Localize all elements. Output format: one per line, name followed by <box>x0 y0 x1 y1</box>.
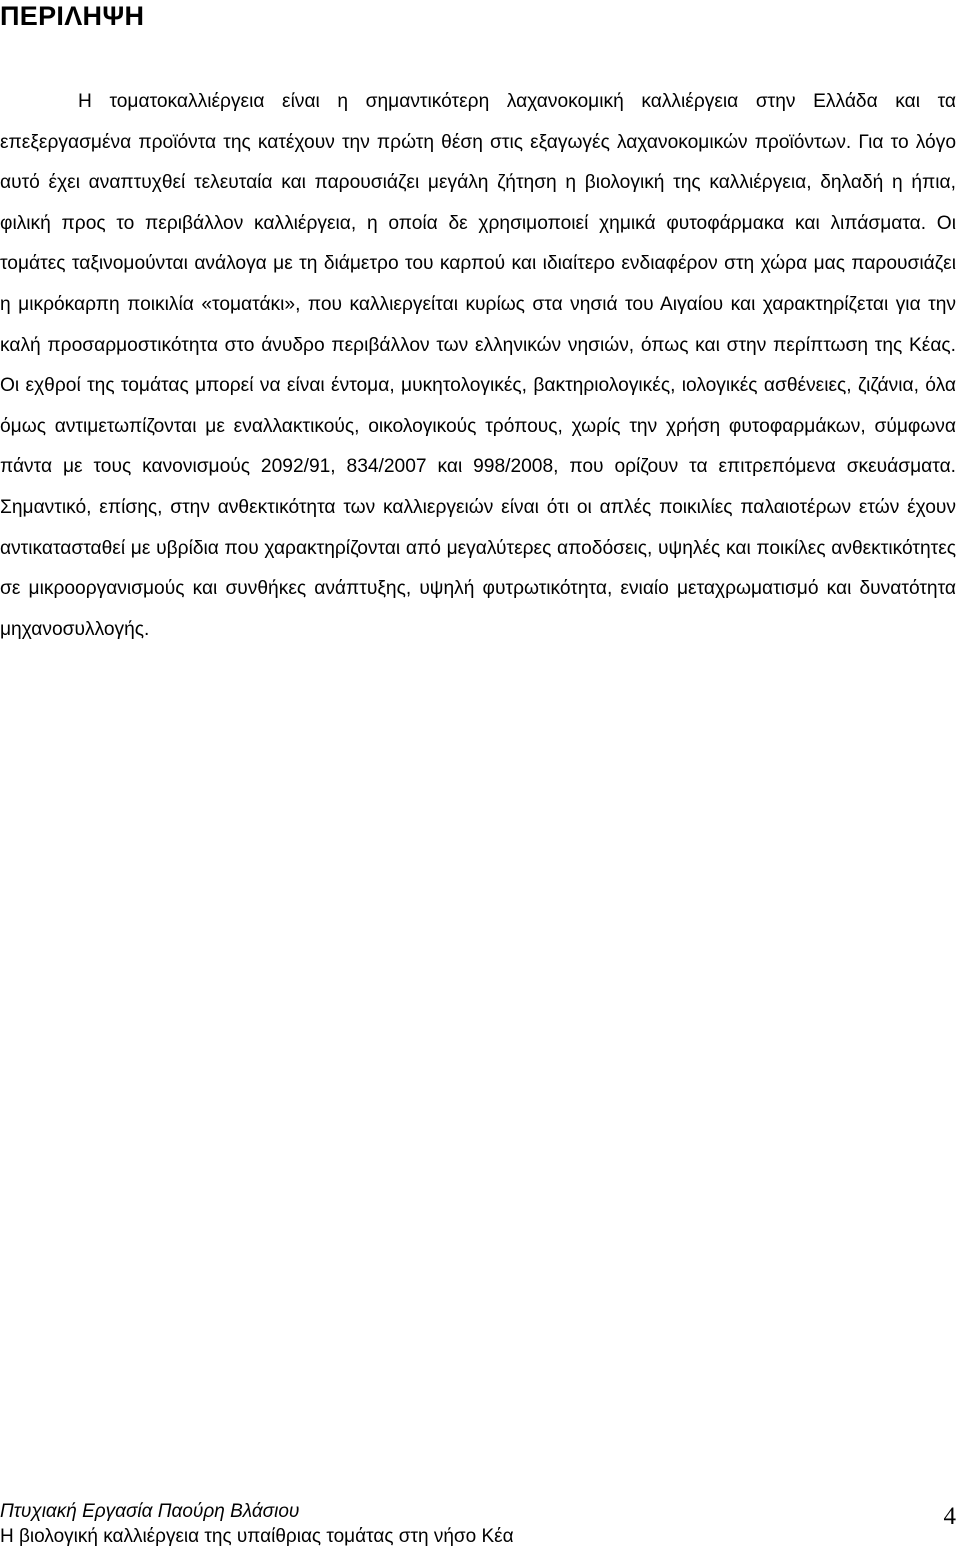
page-number: 4 <box>943 1503 956 1530</box>
footer-author: Πτυχιακή Εργασία Παούρη Βλάσιου <box>0 1501 300 1522</box>
abstract-paragraph: Η τοματοκαλλιέργεια είναι η σημαντικότερη λαχανοκομική καλλιέργεια στην Ελλάδα και τα επεξεργασμένα προϊόντα της κατέχουν την πρώτη θέση στις εξαγωγές λαχανοκομικών προϊόντων. Για το λόγο αυτό έχει αναπτυχθεί τελευταία και παρουσιάζει μεγάλη ζήτηση η βιολογική της καλλιέργεια, δηλαδή η ήπια, φιλική προς το περιβάλλον καλλιέργεια, η οποία δε χρησιμοποιεί χημικά φυτοφάρμακα και λιπάσματα. Οι τομάτες ταξινομούνται ανάλογα με τη διάμετρο του καρπού και ιδιαίτερο ενδιαφέρον στη χώρα μας παρουσιάζει η μικρόκαρπη ποικιλία «τοματάκι», που καλλιεργείται κυρίως στα νησιά του Αιγαίου και χαρακτηρίζεται για την καλή προσαρμοστικότητα στο άνυδρο περιβάλλον των ελληνικών νησιών, όπως και στην περίπτωση της Κέας. Οι εχθροί της τομάτας μπορεί να είναι έντομα, μυκητολογικές, βακτηριολογικές, ιολογικές ασθένειες, ζιζάνια, όλα όμως αντιμετωπίζονται με εναλλακτικούς, οικολογικούς τρόπους, χωρίς την χρήση φυτοφαρμάκων, σύμφωνα πάντα με τους κανονισμούς 2092/91, 834/2007 και 998/2008, που ορίζουν τα επιτρεπόμενα σκευάσματα. Σημαντικό, επίσης, στην ανθεκτικότητα των καλλιεργειών είναι ότι οι απλές ποικιλίες παλαιοτέρων ετών έχουν αντικατασταθεί με υβρίδια που χαρακτηρίζονται από μεγαλύτερες αποδόσεις, υψηλές και ποικίλες ανθεκτικότητες σε μικροοργανισμούς και συνθήκες ανάπτυξης, υψηλή φυτρωτικότητα, ενιαίο μεταχρωματισμό και δυνατότητα μηχανοσυλλογής. <box>0 91 956 640</box>
page-footer <box>0 1500 958 1551</box>
page-heading: ΠΕΡΙΛΗΨΗ <box>0 1 145 31</box>
footer-title: Η βιολογική καλλιέργεια της υπαίθριας τομάτας στη νήσο Κέα <box>0 1526 514 1547</box>
